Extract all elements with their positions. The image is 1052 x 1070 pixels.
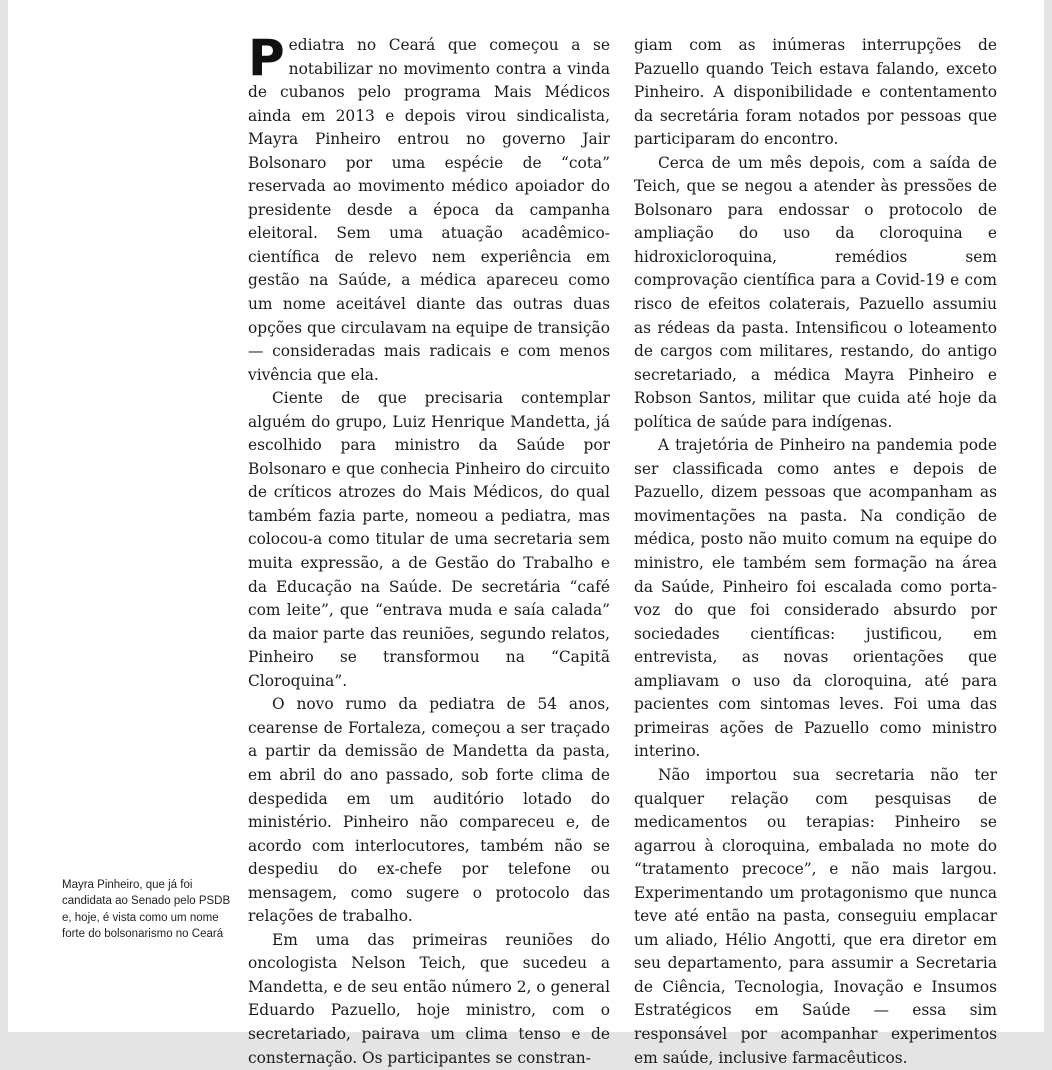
paragraph-text: ediatra no Ceará que começou a se notabilizar no movimento contra a vinda de cubanos pelo programa Mais Médicos ainda em 2013 e depois virou sindicalista, Mayra Pinheiro entrou no governo Jair Bolsonaro por uma espécie de “cota” reservada ao movimento médico apoiador do presidente desde a época da campanha eleitoral. Sem uma atuação acadêmico-científica de relevo nem experiência em gestão na Saúde, a médica apareceu como um nome aceitável diante das outras duas opções que circulavam na equipe de transição — consideradas mais radicais e com menos vivência que ela.: [248, 36, 610, 384]
article-paragraph: Em uma das primeiras reuniões do oncologista Nelson Teich, que sucedeu a Mandetta, e de seu então número 2, o general Eduardo Pazuello, hoje ministro, com o secretariado, pairava um clima tenso e de consternação. Os participantes se constran-: [248, 930, 610, 1067]
photo-caption: Mayra Pinheiro, que já foi candidata ao Senado pelo PSDB e, hoje, é vista como um nome forte do bolsonarismo no Ceará: [62, 879, 231, 940]
article-paragraph: Ciente de que precisaria contemplar alguém do grupo, Luiz Henrique Mandetta, já escolhido para ministro da Saúde por Bolsonaro e que conhecia Pinheiro do circuito de críticos atrozes do Mais Médicos, do qual também fazia parte, nomeou a pediatra, mas colocou-a como titular de uma secretaria sem muita expressão, a de Gestão do Trabalho e da Educação na Saúde. De secretária “café com leite”, que “entrava muda e saía calada” da maior parte das reuniões, segundo relatos, Pinheiro se transformou na “Capitã Cloroquina”.: [248, 389, 610, 690]
article-paragraph: A trajetória de Pinheiro na pandemia pode ser classificada como antes e depois de Pazuello, dizem pessoas que acompanham as movimentações na pasta. Na condição de médica, posto não muito comum na equipe do ministro, ele também sem formação na área da Saúde, Pinheiro foi escalada como porta-voz do que foi considerado absurdo por sociedades científicas: justificou, em entrevista, as novas orientações que ampliavam o uso da cloroquina, até para pacientes com sintomas leves. Foi uma das primeiras ações de Pazuello como ministro interino.: [634, 436, 997, 761]
magazine-page: [8, 0, 1044, 1067]
article-paragraph: Não importou sua secretaria não ter qualquer relação com pesquisas de medicamentos ou terapias: Pinheiro se agarrou à cloroquina, embalada no mote do “tratamento precoce”, e não mais largou. Experimentando um protagonismo que nunca teve até então na pasta, conseguiu emplacar um aliado, Hélio Angotti, que era diretor em seu departamento, para assumir a Secretaria de Ciência, Tecnologia, Inovação e Insumos Estratégicos em Saúde — essa sim responsável por acompanhar experimentos em saúde, inclusive farmacêuticos.: [634, 765, 997, 1067]
article-column-left: [248, 29, 610, 1070]
drop-cap: P: [248, 29, 285, 87]
article-paragraph: Cerca de um mês depois, com a saída de Teich, que se negou a atender às pressões de Bolsonaro para endossar o protocolo de ampliação do uso da cloroquina e hidroxicloroquina, remédios sem comprovação científica para a Covid-19 e com risco de efeitos colaterais, Pazuello assumiu as rédeas da pasta. Intensificou o loteamento de cargos com militares, restando, do antigo secretariado, a médica Mayra Pinheiro e Robson Santos, militar que cuida até hoje da política de saúde para indígenas.: [634, 153, 997, 431]
article-column-right: [634, 34, 997, 1070]
article-paragraph-continued: giam com as inúmeras interrupções de Pazuello quando Teich estava falando, exceto Pinheiro. A disponibilidade e contentamento da secretária foram notados por pessoas que participaram do encontro.: [634, 36, 997, 149]
article-paragraph: O novo rumo da pediatra de 54 anos, cearense de Fortaleza, começou a ser traçado a partir da demissão de Mandetta da pasta, em abril do ano passado, sob forte clima de despedida em um auditório lotado do ministério. Pinheiro não compareceu e, de acordo com interlocutores, também não se despediu do ex-chefe por telefone ou mensagem, como sugere o protocolo das relações de trabalho.: [248, 695, 610, 926]
article-paragraph: [248, 29, 610, 387]
